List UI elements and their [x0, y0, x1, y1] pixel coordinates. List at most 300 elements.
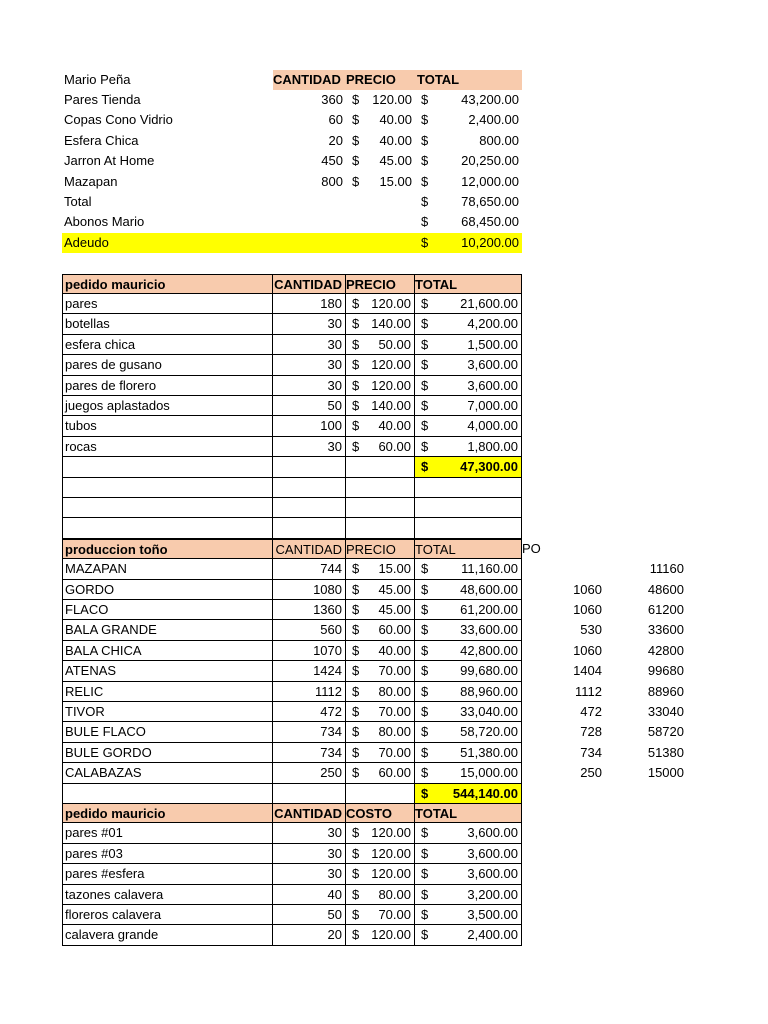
- price-cell[interactable]: [346, 151, 415, 171]
- total-cell-value: 1,800.00: [467, 438, 518, 454]
- total-cell-value: 61,200.00: [460, 602, 518, 617]
- price-cell[interactable]: [346, 110, 415, 130]
- summary-label[interactable]: Total: [64, 194, 92, 209]
- po-qty-cell[interactable]: 1404: [573, 663, 602, 679]
- price-cell-value: 120.00: [371, 296, 411, 311]
- qty-cell[interactable]: 734: [273, 743, 346, 763]
- currency-symbol: $: [421, 214, 429, 230]
- total-cell[interactable]: [415, 722, 522, 742]
- price-cell-value: 45.00: [378, 602, 411, 617]
- grand-total-row: [62, 457, 522, 477]
- total-cell[interactable]: [415, 763, 522, 783]
- currency-symbol: $: [352, 845, 360, 861]
- header-total[interactable]: TOTAL: [415, 539, 522, 559]
- price-cell-value: 60.00: [378, 622, 411, 638]
- currency-symbol: $: [421, 459, 429, 475]
- item-cell[interactable]: floreros calavera: [62, 905, 273, 925]
- item-cell[interactable]: pares de gusano: [62, 355, 273, 375]
- price-cell[interactable]: [346, 641, 415, 661]
- po-total-cell[interactable]: 33040: [647, 704, 684, 719]
- section-header-row: [62, 539, 522, 559]
- price-cell[interactable]: [346, 355, 415, 375]
- table-row: [62, 682, 522, 702]
- currency-symbol: $: [421, 336, 429, 352]
- item-cell[interactable]: RELIC: [62, 682, 273, 702]
- empty-cell[interactable]: [346, 457, 415, 477]
- table-row: [62, 743, 522, 763]
- qty-cell[interactable]: 100: [273, 416, 346, 436]
- total-cell[interactable]: [415, 416, 522, 436]
- header-cantidad[interactable]: CANTIDAD: [273, 274, 346, 294]
- empty-cell[interactable]: [346, 498, 415, 518]
- table-row: [62, 335, 522, 355]
- currency-symbol: $: [352, 602, 360, 617]
- item-cell[interactable]: MAZAPAN: [62, 559, 273, 579]
- total-cell-value: 3,600.00: [467, 377, 518, 393]
- item-cell[interactable]: Esfera Chica: [64, 132, 139, 148]
- qty-cell[interactable]: 250: [273, 763, 346, 783]
- summary-total[interactable]: [415, 192, 522, 212]
- grand-total-cell[interactable]: [415, 784, 522, 804]
- qty-cell[interactable]: 50: [273, 905, 346, 925]
- item-cell[interactable]: Mazapan: [64, 173, 118, 189]
- qty-cell[interactable]: 30: [273, 437, 346, 457]
- total-cell[interactable]: [415, 314, 522, 334]
- price-cell-value: 70.00: [378, 704, 411, 719]
- empty-row: [62, 498, 522, 518]
- section-header-row: [62, 803, 522, 823]
- po-total-cell[interactable]: 58720: [647, 724, 684, 740]
- header-total[interactable]: TOTAL: [415, 274, 522, 294]
- price-cell-value: 120.00: [371, 845, 411, 861]
- po-qty-cell[interactable]: 1060: [573, 642, 602, 658]
- total-cell[interactable]: [415, 110, 522, 130]
- item-cell[interactable]: BULE GORDO: [62, 743, 273, 763]
- currency-symbol: $: [352, 153, 360, 169]
- section-title[interactable]: pedido mauricio: [62, 274, 273, 294]
- summary-total-value: 78,650.00: [461, 194, 519, 209]
- qty-cell[interactable]: 734: [273, 722, 346, 742]
- summary-label[interactable]: Adeudo: [62, 233, 522, 253]
- currency-symbol: $: [352, 173, 360, 189]
- qty-cell[interactable]: 30: [273, 864, 346, 884]
- price-cell[interactable]: [346, 559, 415, 579]
- currency-symbol: $: [352, 377, 360, 393]
- price-cell-value: 70.00: [378, 663, 411, 679]
- currency-symbol: $: [421, 704, 429, 719]
- po-header[interactable]: PO: [522, 540, 541, 556]
- item-cell[interactable]: botellas: [62, 314, 273, 334]
- total-cell[interactable]: [415, 864, 522, 884]
- qty-cell[interactable]: 30: [273, 355, 346, 375]
- qty-cell[interactable]: 1080: [273, 580, 346, 600]
- currency-symbol: $: [421, 296, 429, 311]
- empty-cell[interactable]: [62, 457, 273, 477]
- total-cell-value: 3,600.00: [467, 866, 518, 882]
- grand-total-cell-value: 544,140.00: [452, 785, 518, 801]
- table-row: [62, 151, 522, 171]
- currency-symbol: $: [421, 866, 429, 882]
- qty-cell[interactable]: 180: [273, 294, 346, 314]
- qty-cell[interactable]: 744: [273, 559, 346, 579]
- price-cell[interactable]: [346, 600, 415, 620]
- table-row: [62, 905, 522, 925]
- summary-row: [62, 233, 522, 253]
- qty-cell[interactable]: 50: [273, 396, 346, 416]
- total-cell[interactable]: [415, 743, 522, 763]
- currency-symbol: $: [352, 336, 360, 352]
- price-cell-value: 120.00: [371, 927, 411, 943]
- qty-cell[interactable]: 60: [328, 112, 343, 128]
- price-cell[interactable]: [346, 90, 415, 110]
- total-cell[interactable]: [415, 600, 522, 620]
- price-cell[interactable]: [346, 682, 415, 702]
- empty-cell[interactable]: [62, 518, 273, 538]
- item-cell[interactable]: FLACO: [62, 600, 273, 620]
- item-cell[interactable]: TIVOR: [62, 702, 273, 722]
- qty-cell[interactable]: 472: [273, 702, 346, 722]
- price-cell-value: 60.00: [378, 765, 411, 781]
- item-cell[interactable]: pares #esfera: [62, 864, 273, 884]
- price-cell[interactable]: [346, 925, 415, 945]
- po-total-cell[interactable]: 33600: [647, 622, 684, 638]
- total-cell[interactable]: [415, 396, 522, 416]
- table-row: [62, 355, 522, 375]
- table-row: [62, 885, 522, 905]
- section-title[interactable]: pedido mauricio: [62, 803, 273, 823]
- total-cell[interactable]: [415, 335, 522, 355]
- po-qty-cell[interactable]: 250: [580, 765, 602, 781]
- price-cell-value: 45.00: [379, 153, 412, 169]
- header-cantidad[interactable]: CANTIDAD: [273, 539, 346, 559]
- currency-symbol: $: [352, 112, 360, 128]
- price-cell-value: 140.00: [371, 316, 411, 332]
- item-cell[interactable]: calavera grande: [62, 925, 273, 945]
- total-cell[interactable]: [415, 885, 522, 905]
- table-row: [62, 110, 522, 130]
- total-cell-value: 33,600.00: [460, 622, 518, 638]
- qty-cell[interactable]: 30: [273, 314, 346, 334]
- currency-symbol: $: [421, 602, 429, 617]
- price-cell[interactable]: [346, 864, 415, 884]
- table-row: [62, 620, 522, 640]
- po-qty-cell[interactable]: 728: [580, 724, 602, 740]
- total-cell[interactable]: [415, 905, 522, 925]
- qty-cell[interactable]: 560: [273, 620, 346, 640]
- po-total-cell[interactable]: 11160: [649, 561, 684, 577]
- item-cell[interactable]: CALABAZAS: [62, 763, 273, 783]
- grand-total-cell[interactable]: [415, 457, 522, 477]
- empty-cell[interactable]: [415, 518, 522, 538]
- qty-cell[interactable]: 360: [321, 92, 343, 107]
- price-cell[interactable]: [346, 620, 415, 640]
- currency-symbol: $: [421, 398, 429, 413]
- table-row: [62, 864, 522, 884]
- currency-symbol: $: [352, 296, 360, 311]
- total-cell[interactable]: [415, 620, 522, 640]
- po-qty-cell[interactable]: 734: [580, 744, 602, 760]
- currency-symbol: $: [421, 112, 429, 128]
- currency-symbol: $: [352, 622, 360, 638]
- table-row: [62, 172, 522, 192]
- qty-cell[interactable]: 450: [321, 153, 343, 169]
- table-row: [62, 823, 522, 843]
- qty-cell[interactable]: 20: [273, 925, 346, 945]
- price-cell-value: 120.00: [371, 377, 411, 393]
- qty-cell[interactable]: 30: [273, 376, 346, 396]
- item-cell[interactable]: BALA GRANDE: [62, 620, 273, 640]
- empty-cell[interactable]: [273, 784, 346, 804]
- currency-symbol: $: [421, 173, 429, 189]
- empty-cell[interactable]: [273, 518, 346, 538]
- total-cell[interactable]: [415, 580, 522, 600]
- item-cell[interactable]: pares de florero: [62, 376, 273, 396]
- header-cantidad[interactable]: CANTIDAD: [273, 70, 346, 90]
- price-cell-value: 80.00: [378, 724, 411, 740]
- total-cell[interactable]: [415, 823, 522, 843]
- qty-cell[interactable]: 30: [273, 335, 346, 355]
- price-cell-value: 40.00: [378, 642, 411, 658]
- total-cell[interactable]: [415, 682, 522, 702]
- price-cell-value: 40.00: [378, 418, 411, 434]
- price-cell[interactable]: [346, 722, 415, 742]
- po-total-cell[interactable]: 42800: [647, 642, 684, 658]
- currency-symbol: $: [421, 785, 429, 801]
- summary-total[interactable]: [415, 233, 522, 253]
- total-cell[interactable]: [415, 131, 522, 151]
- header-total[interactable]: TOTAL: [415, 70, 522, 90]
- total-cell-value: 88,960.00: [460, 683, 518, 699]
- po-qty-cell[interactable]: 1112: [575, 683, 602, 699]
- total-cell[interactable]: [415, 925, 522, 945]
- empty-cell[interactable]: [346, 518, 415, 538]
- po-total-cell[interactable]: 15000: [647, 765, 684, 781]
- total-cell-value: 7,000.00: [467, 398, 518, 413]
- item-cell[interactable]: pares #01: [62, 823, 273, 843]
- table-row: [62, 600, 522, 620]
- table-row: [62, 702, 522, 722]
- po-total-cell[interactable]: 51380: [647, 744, 684, 760]
- currency-symbol: $: [421, 357, 429, 373]
- total-cell[interactable]: [415, 437, 522, 457]
- qty-cell[interactable]: 30: [273, 844, 346, 864]
- section-title[interactable]: produccion toño: [62, 539, 273, 559]
- item-cell[interactable]: Pares Tienda: [64, 92, 141, 107]
- empty-cell[interactable]: [273, 498, 346, 518]
- total-cell[interactable]: [415, 172, 522, 192]
- total-cell-value: 21,600.00: [460, 296, 518, 311]
- item-cell[interactable]: tazones calavera: [62, 885, 273, 905]
- price-cell-value: 120.00: [371, 357, 411, 373]
- table-row: [62, 559, 522, 579]
- total-cell-value: 1,500.00: [467, 336, 518, 352]
- total-cell-value: 48,600.00: [460, 581, 518, 597]
- empty-cell[interactable]: [62, 498, 273, 518]
- qty-cell[interactable]: 1112: [273, 682, 346, 702]
- item-cell[interactable]: GORDO: [62, 580, 273, 600]
- price-cell[interactable]: [346, 743, 415, 763]
- empty-cell[interactable]: [62, 784, 273, 804]
- table-row: [62, 314, 522, 334]
- section-header-row: [62, 70, 522, 90]
- table-row: [62, 294, 522, 314]
- empty-cell[interactable]: [346, 478, 415, 498]
- item-cell[interactable]: Copas Cono Vidrio: [64, 112, 173, 128]
- table-row: [62, 416, 522, 436]
- total-cell-value: 2,400.00: [467, 927, 518, 943]
- table-row: [62, 376, 522, 396]
- price-cell[interactable]: [346, 437, 415, 457]
- header-precio[interactable]: PRECIO: [346, 70, 415, 90]
- total-cell-value: 3,600.00: [467, 845, 518, 861]
- qty-cell[interactable]: 1070: [273, 641, 346, 661]
- currency-symbol: $: [421, 845, 429, 861]
- currency-symbol: $: [352, 704, 360, 719]
- item-cell[interactable]: tubos: [62, 416, 273, 436]
- empty-cell[interactable]: [346, 784, 415, 804]
- table-row: [62, 580, 522, 600]
- currency-symbol: $: [421, 642, 429, 658]
- currency-symbol: $: [352, 398, 360, 413]
- item-cell[interactable]: esfera chica: [62, 335, 273, 355]
- header-cantidad[interactable]: CANTIDAD: [273, 803, 346, 823]
- total-cell-value: 800.00: [479, 132, 519, 148]
- qty-cell[interactable]: 1360: [273, 600, 346, 620]
- summary-total-value: 68,450.00: [461, 214, 519, 230]
- total-cell[interactable]: [415, 355, 522, 375]
- summary-total-value: 10,200.00: [461, 234, 519, 250]
- price-cell[interactable]: [346, 131, 415, 151]
- table-row: [62, 437, 522, 457]
- empty-cell[interactable]: [273, 478, 346, 498]
- empty-cell[interactable]: [273, 457, 346, 477]
- total-cell-value: 4,000.00: [467, 418, 518, 434]
- po-qty-cell[interactable]: 1060: [573, 581, 602, 597]
- price-cell[interactable]: [346, 905, 415, 925]
- total-cell-value: 11,160.00: [461, 561, 518, 577]
- qty-cell[interactable]: 800: [321, 173, 343, 189]
- empty-cell[interactable]: [415, 478, 522, 498]
- header-precio[interactable]: PRECIO: [346, 539, 415, 559]
- currency-symbol: $: [421, 234, 429, 250]
- summary-label[interactable]: Abonos Mario: [64, 214, 145, 230]
- section-title[interactable]: Mario Peña: [64, 71, 131, 87]
- price-cell[interactable]: [346, 335, 415, 355]
- price-cell-value: 80.00: [378, 886, 411, 902]
- empty-cell[interactable]: [62, 478, 273, 498]
- currency-symbol: $: [421, 927, 429, 943]
- po-total-cell[interactable]: 48600: [647, 581, 684, 597]
- total-cell[interactable]: [415, 641, 522, 661]
- currency-symbol: $: [421, 132, 429, 148]
- header-total[interactable]: TOTAL: [415, 803, 522, 823]
- price-cell[interactable]: [346, 702, 415, 722]
- total-cell-value: 3,600.00: [467, 357, 518, 373]
- po-total-cell[interactable]: 61200: [647, 602, 684, 617]
- currency-symbol: $: [352, 907, 360, 922]
- price-cell[interactable]: [346, 823, 415, 843]
- table-row: [62, 844, 522, 864]
- table-row: [62, 925, 522, 945]
- total-cell[interactable]: [415, 294, 522, 314]
- qty-cell[interactable]: 20: [328, 132, 343, 148]
- po-qty-cell[interactable]: 472: [580, 704, 602, 719]
- header-precio[interactable]: PRECIO: [346, 274, 415, 294]
- price-cell[interactable]: [346, 376, 415, 396]
- summary-row: [62, 192, 522, 212]
- currency-symbol: $: [352, 744, 360, 760]
- price-cell[interactable]: [346, 314, 415, 334]
- price-cell[interactable]: [346, 763, 415, 783]
- qty-cell[interactable]: 1424: [273, 661, 346, 681]
- currency-symbol: $: [421, 377, 429, 393]
- total-cell-value: 58,720.00: [460, 724, 518, 740]
- price-cell-value: 60.00: [378, 438, 411, 454]
- table-row: [62, 722, 522, 742]
- total-cell[interactable]: [415, 90, 522, 110]
- total-cell[interactable]: [415, 702, 522, 722]
- summary-total[interactable]: [415, 212, 522, 232]
- price-cell[interactable]: [346, 661, 415, 681]
- total-cell[interactable]: [415, 151, 522, 171]
- po-qty-cell[interactable]: 530: [580, 622, 602, 638]
- price-cell-value: 45.00: [378, 581, 411, 597]
- total-cell[interactable]: [415, 844, 522, 864]
- empty-cell[interactable]: [415, 498, 522, 518]
- price-cell[interactable]: [346, 294, 415, 314]
- currency-symbol: $: [352, 132, 360, 148]
- price-cell-value: 15.00: [379, 173, 412, 189]
- price-cell[interactable]: [346, 416, 415, 436]
- item-cell[interactable]: BULE FLACO: [62, 722, 273, 742]
- currency-symbol: $: [352, 316, 360, 332]
- currency-symbol: $: [421, 683, 429, 699]
- total-cell-value: 3,200.00: [467, 886, 518, 902]
- currency-symbol: $: [352, 866, 360, 882]
- price-cell[interactable]: [346, 396, 415, 416]
- currency-symbol: $: [352, 92, 360, 107]
- qty-cell[interactable]: 40: [273, 885, 346, 905]
- total-cell[interactable]: [415, 376, 522, 396]
- currency-symbol: $: [421, 907, 429, 922]
- item-cell[interactable]: pares: [62, 294, 273, 314]
- item-cell[interactable]: juegos aplastados: [62, 396, 273, 416]
- item-cell[interactable]: Jarron At Home: [64, 153, 155, 169]
- price-cell-value: 70.00: [378, 744, 411, 760]
- po-qty-cell[interactable]: 1060: [573, 602, 602, 617]
- price-cell[interactable]: [346, 844, 415, 864]
- price-cell[interactable]: [346, 580, 415, 600]
- header-precio[interactable]: COSTO: [346, 803, 415, 823]
- po-total-cell[interactable]: 88960: [647, 683, 684, 699]
- currency-symbol: $: [352, 825, 360, 841]
- total-cell[interactable]: [415, 661, 522, 681]
- total-cell[interactable]: [415, 559, 522, 579]
- price-cell-value: 120.00: [372, 92, 412, 107]
- po-total-cell[interactable]: 99680: [647, 663, 684, 679]
- price-cell[interactable]: [346, 885, 415, 905]
- item-cell[interactable]: BALA CHICA: [62, 641, 273, 661]
- table-row: [62, 763, 522, 783]
- item-cell[interactable]: ATENAS: [62, 661, 273, 681]
- currency-symbol: $: [421, 418, 429, 434]
- price-cell[interactable]: [346, 172, 415, 192]
- qty-cell[interactable]: 30: [273, 823, 346, 843]
- item-cell[interactable]: rocas: [62, 437, 273, 457]
- currency-symbol: $: [352, 438, 360, 454]
- price-cell-value: 120.00: [371, 825, 411, 841]
- item-cell[interactable]: pares #03: [62, 844, 273, 864]
